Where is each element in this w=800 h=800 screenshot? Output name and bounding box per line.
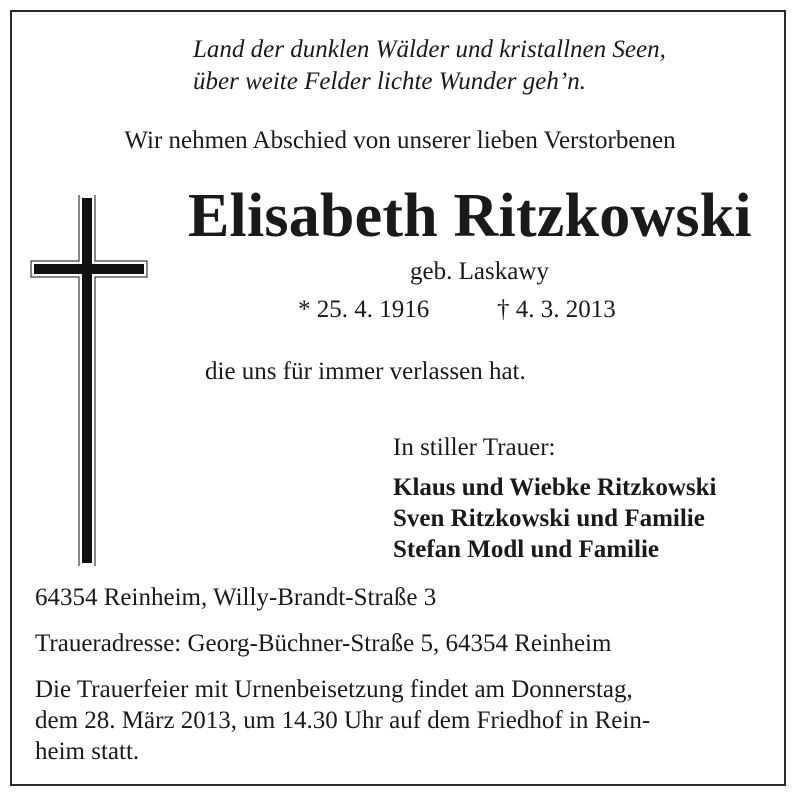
- service-line: heim statt.: [35, 738, 140, 765]
- verse: [193, 34, 666, 98]
- verse-line: über weite Felder lichte Wunder geh’n.: [193, 68, 586, 95]
- mourner-name: Klaus und Wiebke Ritzkowski: [393, 474, 717, 501]
- mourners-list: [393, 472, 717, 565]
- death-date: † 4. 3. 2013: [497, 296, 616, 323]
- latin-cross-icon: [30, 195, 148, 567]
- residence-address: 64354 Reinheim, Willy-Brandt-Straße 3: [35, 584, 437, 611]
- mourning-address: Traueradresse: Georg-Büchner-Straße 5, 64354 Reinheim: [35, 630, 612, 657]
- mourning-label: In stiller Trauer:: [393, 434, 556, 461]
- service-announcement: [35, 674, 775, 767]
- intro-text: Wir nehmen Abschied von unserer lieben Verstorbenen: [124, 127, 676, 154]
- service-line: Die Trauerfeier mit Urnenbeisetzung findet am Donnerstag,: [35, 676, 633, 703]
- maiden-name: geb. Laskawy: [410, 258, 549, 285]
- farewell-text: die uns für immer verlassen hat.: [205, 358, 526, 385]
- birth-date: * 25. 4. 1916: [298, 296, 430, 323]
- mourner-name: Sven Ritzkowski und Familie: [393, 505, 705, 532]
- deceased-name: Elisabeth Ritzkowski: [188, 182, 752, 250]
- mourner-name: Stefan Modl und Familie: [393, 536, 659, 563]
- service-line: dem 28. März 2013, um 14.30 Uhr auf dem Friedhof in Rein-: [35, 707, 651, 734]
- verse-line: Land der dunklen Wälder und kristallnen Seen,: [193, 36, 666, 63]
